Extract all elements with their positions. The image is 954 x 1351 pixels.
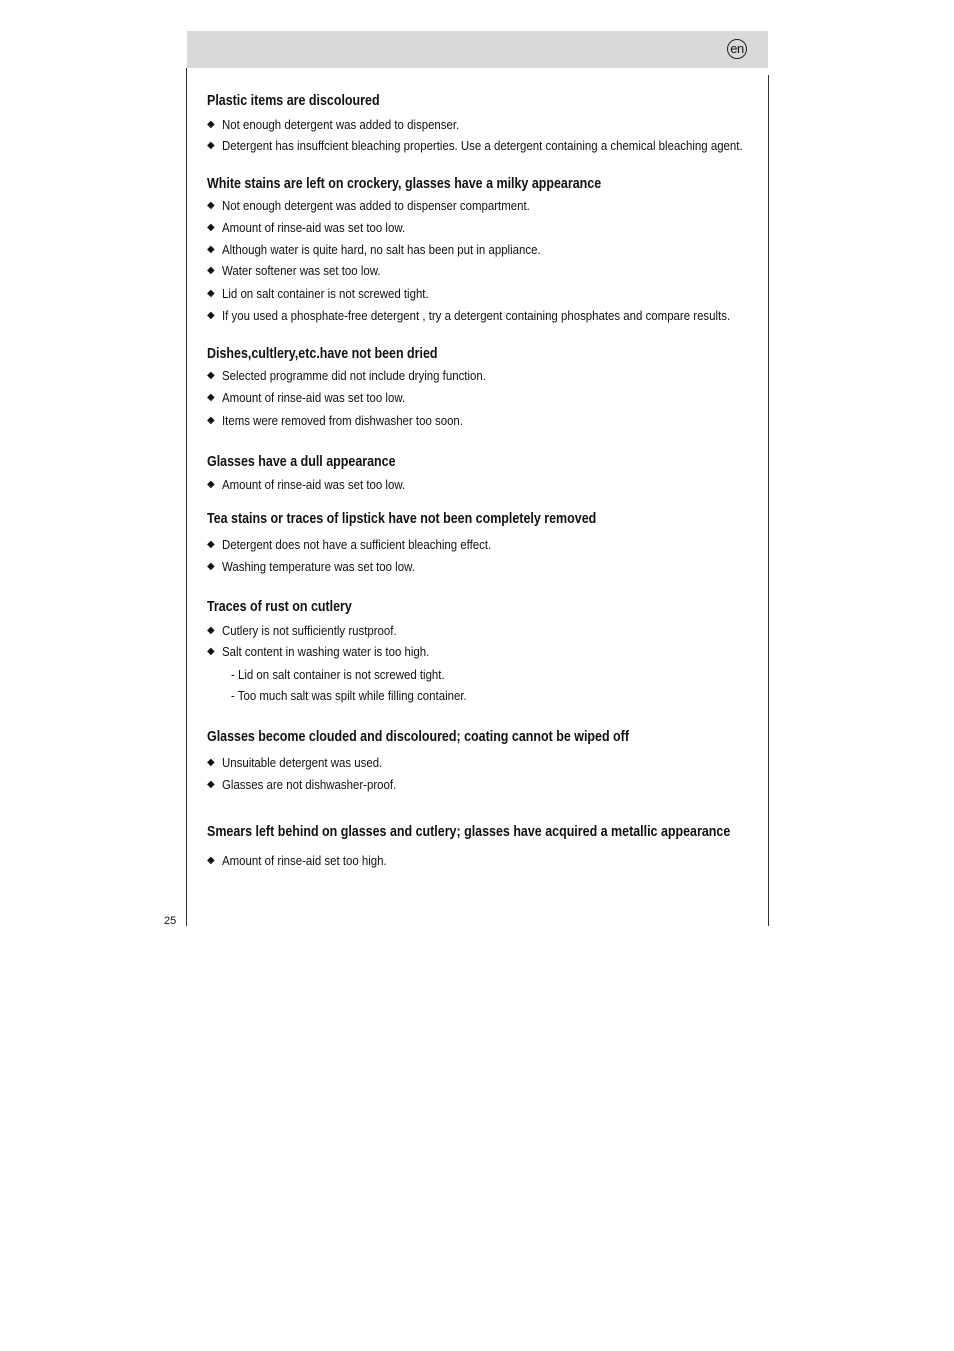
sub-list-item: - Too much salt was spilt while filling container. <box>231 688 467 703</box>
section-heading: Tea stains or traces of lipstick have not been completely removed <box>207 511 597 527</box>
list-item-text: Detergent has insuffcient bleaching properties. Use a detergent containing a chemical bleaching agent. <box>222 138 743 153</box>
list-item-text: Selected programme did not include drying function. <box>222 368 486 383</box>
list-item-text: Not enough detergent was added to dispenser compartment. <box>222 198 530 213</box>
section-heading: Plastic items are discoloured <box>207 93 380 109</box>
list-item-text: Lid on salt container is not screwed tight. <box>222 286 429 301</box>
diamond-bullet-icon: ◆ <box>207 222 215 233</box>
page-number: 25 <box>164 915 177 927</box>
list-item-text: Unsuitable detergent was used. <box>222 755 383 770</box>
sub-list-item: - Lid on salt container is not screwed tight. <box>231 667 445 682</box>
language-badge: en <box>727 39 747 59</box>
list-item-text: Cutlery is not sufficiently rustproof. <box>222 623 397 638</box>
section-heading: Smears left behind on glasses and cutlery; glasses have acquired a metallic appearance <box>207 824 731 840</box>
diamond-bullet-icon: ◆ <box>207 265 215 276</box>
diamond-bullet-icon: ◆ <box>207 119 215 130</box>
list-item-text: Amount of rinse-aid set too high. <box>222 853 387 868</box>
section-heading: Glasses have a dull appearance <box>207 454 396 470</box>
list-item-text: Salt content in washing water is too high. <box>222 644 430 659</box>
section-heading: Glasses become clouded and discoloured; coating cannot be wiped off <box>207 729 629 745</box>
list-item-text: Amount of rinse-aid was set too low. <box>222 477 406 492</box>
diamond-bullet-icon: ◆ <box>207 415 215 426</box>
diamond-bullet-icon: ◆ <box>207 539 215 550</box>
list-item-text: If you used a phosphate-free detergent , try a detergent containing phosphates and compare results. <box>222 308 731 323</box>
diamond-bullet-icon: ◆ <box>207 370 215 381</box>
diamond-bullet-icon: ◆ <box>207 288 215 299</box>
section-heading: White stains are left on crockery, glasses have a milky appearance <box>207 176 602 192</box>
diamond-bullet-icon: ◆ <box>207 855 215 866</box>
diamond-bullet-icon: ◆ <box>207 479 215 490</box>
right-margin-rule <box>768 75 769 926</box>
section-heading: Traces of rust on cutlery <box>207 599 352 615</box>
left-margin-rule <box>186 68 187 926</box>
diamond-bullet-icon: ◆ <box>207 646 215 657</box>
diamond-bullet-icon: ◆ <box>207 310 215 321</box>
list-item-text: Items were removed from dishwasher too soon. <box>222 413 463 428</box>
list-item-text: Amount of rinse-aid was set too low. <box>222 220 406 235</box>
list-item-text: Not enough detergent was added to dispenser. <box>222 117 460 132</box>
diamond-bullet-icon: ◆ <box>207 779 215 790</box>
list-item-text: Although water is quite hard, no salt has been put in appliance. <box>222 242 541 257</box>
diamond-bullet-icon: ◆ <box>207 200 215 211</box>
diamond-bullet-icon: ◆ <box>207 757 215 768</box>
diamond-bullet-icon: ◆ <box>207 244 215 255</box>
list-item-text: Amount of rinse-aid was set too low. <box>222 390 406 405</box>
diamond-bullet-icon: ◆ <box>207 140 215 151</box>
diamond-bullet-icon: ◆ <box>207 561 215 572</box>
diamond-bullet-icon: ◆ <box>207 392 215 403</box>
list-item-text: Washing temperature was set too low. <box>222 559 415 574</box>
diamond-bullet-icon: ◆ <box>207 625 215 636</box>
page-header-bar <box>187 31 768 68</box>
list-item-text: Glasses are not dishwasher-proof. <box>222 777 397 792</box>
list-item-text: Water softener was set too low. <box>222 263 381 278</box>
section-heading: Dishes,cultlery,etc.have not been dried <box>207 346 438 362</box>
list-item-text: Detergent does not have a sufficient bleaching effect. <box>222 537 492 552</box>
